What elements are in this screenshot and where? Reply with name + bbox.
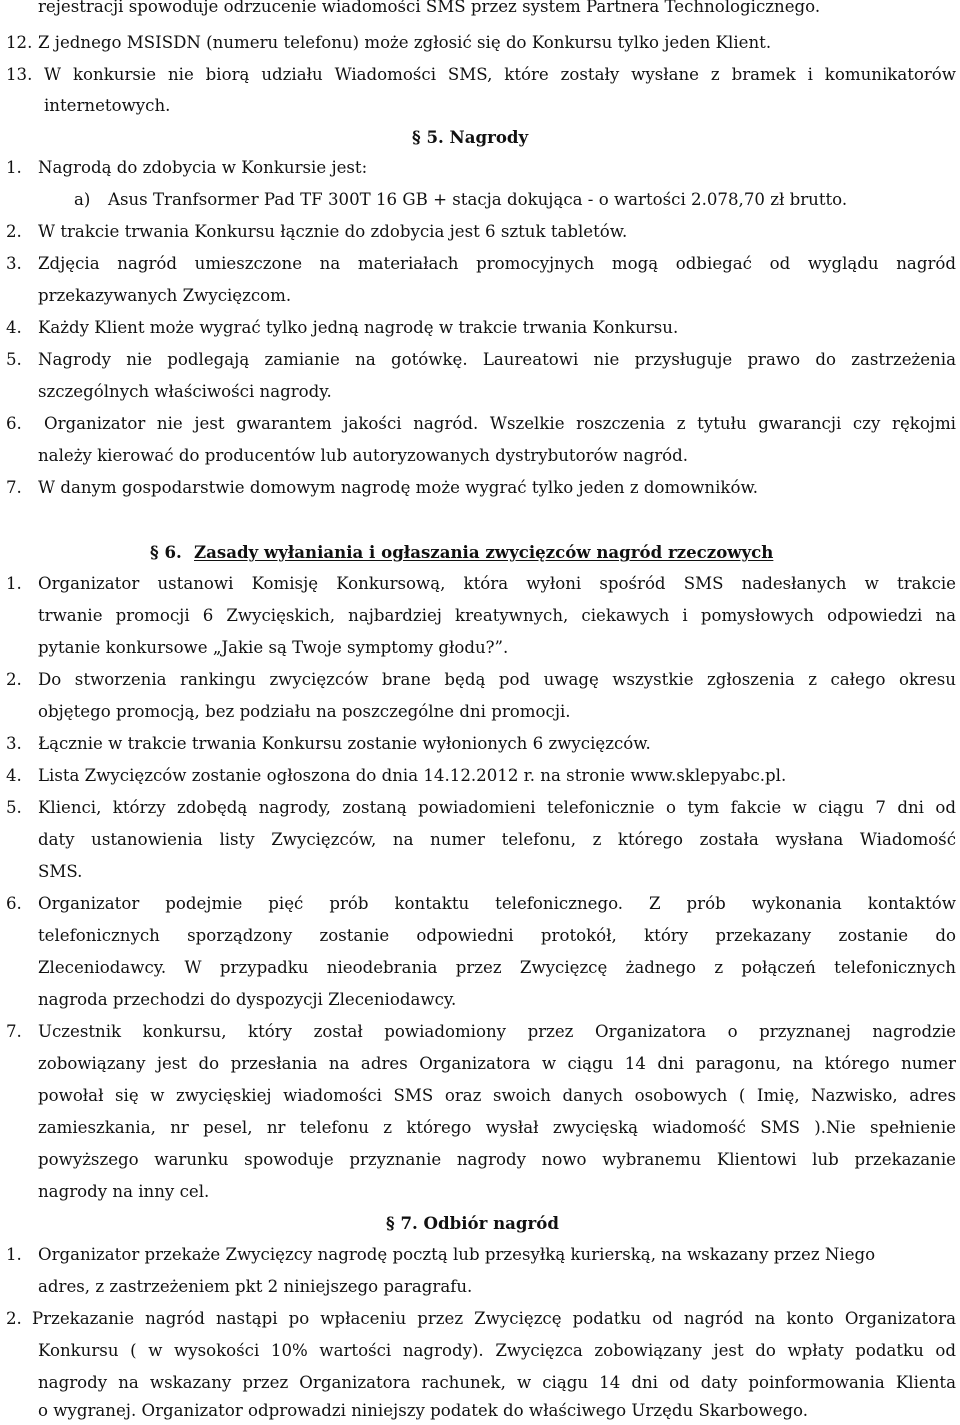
paragraph-text: powołał się w zwycięskiej wiadomości SMS oraz swoich danych osobowych ( Imię, Nazwisko, adres [38,1086,956,1105]
paragraph-text: Uczestnik konkursu, który został powiadomiony przez Organizatora o przyznanej nagrodzie [38,1022,956,1041]
paragraph-text: daty ustanowienia listy Zwycięzców, na numer telefonu, z którego została wysłana Wiadomość [38,830,956,849]
item-number: 7. [6,1022,22,1041]
text-line [38,603,956,629]
paragraph-text: przekazywanych Zwycięzcom. [38,286,292,305]
paragraph-text: telefonicznych sporządzony zostanie odpowiedni protokół, który przekazany zostanie do [38,926,956,945]
item-number: 1. [6,1245,22,1264]
paragraph-text: zobowiązany jest do przesłania na adres Organizatora w ciągu 14 dni paragonu, na którego numer [38,1054,956,1073]
item-number: 5. [6,350,22,369]
item-number: 4. [6,766,22,785]
paragraph-text: Organizator ustanowi Komisję Konkursową, która wyłoni spośród SMS nadesłanych w trakcie [38,574,956,593]
paragraph-text: W konkursie nie biorą udziału Wiadomości SMS, które zostały wysłane z bramek i komunikatorów [44,65,956,84]
paragraph-text: Nagrody nie podlegają zamianie na gotówkę. Laureatowi nie przysługuje prawo do zastrzeżenia [38,350,956,369]
paragraph-text: Lista Zwycięzców zostanie ogłoszona do dnia 14.12.2012 r. na stronie www.sklepyabc.pl. [38,766,787,785]
list-item [6,1019,956,1045]
item-number: 6. [6,414,22,433]
list-item [6,30,936,56]
text-line [38,1338,956,1364]
paragraph-text: objętego promocją, bez podziału na poszczególne dni promocji. [38,702,571,721]
paragraph-text: szczególnych właściwości nagrody. [38,382,332,401]
item-number: 3. [6,734,22,753]
list-item [6,795,956,821]
paragraph-text: Organizator nie jest gwarantem jakości nagród. Wszelkie roszczenia z tytułu gwarancji czy rękojmi [44,414,956,433]
paragraph-text: Konkursu ( w wysokości 10% wartości nagrody). Zwycięzca zobowiązany jest do wpłaty podatku od [38,1341,956,1360]
item-number: 2. [6,670,22,689]
paragraph-text: Z jednego MSISDN (numeru telefonu) może zgłosić się do Konkursu tylko jeden Klient. [38,33,772,52]
paragraph-text: SMS. [38,862,83,881]
list-item [6,1242,956,1268]
item-number: 12. [6,33,33,52]
paragraph-text: Łącznie w trakcie trwania Konkursu zostanie wyłonionych 6 zwycięzców. [38,734,651,753]
item-number: 3. [6,254,22,273]
list-item [6,347,956,373]
list-item [6,667,956,693]
item-number: 13. [6,65,33,84]
list-item [6,1306,956,1332]
list-item [6,891,956,917]
item-number: 2. [6,222,22,241]
paragraph-text: rejestracji spowoduje odrzucenie wiadomości SMS przez system Partnera Technologicznego. [38,0,821,16]
paragraph-text: Każdy Klient może wygrać tylko jedną nagrodę w trakcie trwania Konkursu. [38,318,679,337]
paragraph-text: Klienci, którzy zdobędą nagrody, zostaną powiadomieni telefonicznie o tym fakcie w ciągu 7 dni od [38,798,956,817]
paragraph-text: Asus Tranfsormer Pad TF 300T 16 GB + stacja dokująca - o wartości 2.078,70 zł brutto. [108,190,848,209]
paragraph-text: Zleceniodawcy. W przypadku nieodebrania przez Zwycięzcę żadnego z połączeń telefonicznych [38,958,956,977]
paragraph-text: Przekazanie nagród nastąpi po wpłaceniu przez Zwycięzcę podatku od nagród na konto Organizatora [32,1309,956,1328]
document-page: rejestracji spowoduje odrzucenie wiadomości SMS przez system Partnera Technologicznego. 12. Z jednego MSISDN (numeru telefonu) może zgłosić się do Konkursu tylko jeden Klient. 13. W konkursie nie biorą udziału Wiadomości SMS, które zostały wysłane z bramek i komunikatorów internetowych. § 5. Nagrody 1. Nagrodą do zdobycia w Konkursie jest: a) Asus Tranfsormer Pad TF 300T 16 GB + stacja dokująca - o wartości 2.078,70 zł brutto. 2. W trakcie trwania Konkursu łącznie do zdobycia jest 6 sztuk tabletów. 3. Zdjęcia nagród umieszczone na materiałach promocyjnych mogą odbiegać od wyglądu nagród przekazywanych Zwycięzcom. 4. Każdy Klient może wygrać tylko jedną nagrodę w trakcie trwania Konkursu. 5. Nagrody nie podlegają zamianie na gotówkę. Laureatowi nie przysługuje prawo do zastrzeżenia szczególnych właściwości nagrody. 6. Organizator nie jest gwarantem jakości nagród. Wszelkie roszczenia z tytułu gwarancji czy rękojmi należy kierować do producentów lub autoryzowanych dystrybutorów nagród. 7. W danym gospodarstwie domowym nagrodę może wygrać tylko jeden z domowników. § 6. Zasady wyłaniania i ogłaszania zwycięzców nagród rzeczowych 1. Organizator ustanowi Komisję Konkursową, która wyłoni spośród SMS nadesłanych w trakcie trwanie promocji 6 Zwycięskich, najbardziej kreatywnych, ciekawych i pomysłowych odpowiedzi na pytanie konkursowe „Jakie są Twoje symptomy głodu?”. 2. Do stworzenia rankingu zwycięzców brane będą pod uwagę wszystkie zgłoszenia z całego okresu objętego promocją, bez podziału na poszczególne dni promocji. 3. Łącznie w trakcie trwania Konkursu zostanie wyłonionych 6 zwycięzców. 4. Lista Zwycięzców zostanie ogłoszona do dnia 14.12.2012 r. na stronie www.sklepyabc.pl. 5. Klienci, którzy zdobędą nagrody, zostaną powiadomieni telefonicznie o tym fakcie w ciągu 7 dni od daty ustanowienia listy Zwycięzców, na numer telefonu, z którego została wysłana Wiadomość SMS. 6. Organizator podejmie pięć prób kontaktu telefonicznego. Z prób wykonania kontaktów telefonicznych sporządzony zostanie odpowiedni protokół, który przekazany zostanie do Zleceniodawcy. W przypadku nieodebrania przez Zwycięzcę żadnego z połączeń telefonicznych nagroda przechodzi do dyspozycji Zleceniodawcy. 7. Uczestnik konkursu, który został powiadomiony przez Organizatora o przyznanej nagrodzie zobowiązany jest do przesłania na adres Organizatora w ciągu 14 dni paragonu, na którego numer powołał się w zwycięskiej wiadomości SMS oraz swoich danych osobowych ( Imię, Nazwisko, adres zamieszkania, nr pesel, nr telefonu z którego wysłał zwycięską wiadomość SMS ).Nie spełnienie powyższego warunku spowoduje przyznanie nagrody nowo wybranemu Klientowi lub przekazanie nagrody na inny cel. § 7. Odbiór nagród 1. Organizator przekaże Zwycięzcy nagrodę pocztą lub przesyłką kurierską, na wskazany przez Niego adres, z zastrzeżeniem pkt 2 niniejszego paragrafu. 2. Przekazanie nagród nastąpi po wpłaceniu przez Zwycięzcę podatku od nagród na konto Organizatora Konkursu ( w wysokości 10% wartości nagrody). Zwycięzca zobowiązany jest do wpłaty podatku od nagrody na wskazany przez Organizatora rachunek, w ciągu 14 dni od daty poinformowania Klienta o wygranej. Organizator odprowadzi niniejszy podatek do właściwego Urzędu Skarbowego. [0,0,960,1425]
paragraph-text: trwanie promocji 6 Zwycięskich, najbardziej kreatywnych, ciekawych i pomysłowych odpowiedzi na [38,606,956,625]
paragraph-text: Nagrodą do zdobycia w Konkursie jest: [38,158,368,177]
paragraph-text: zamieszkania, nr pesel, nr telefonu z którego wysłał zwycięską wiadomość SMS ).Nie spełnienie [38,1118,956,1137]
paragraph-text: o wygranej. Organizator odprowadzi niniejszy podatek do właściwego Urzędu Skarbowego. [38,1401,808,1420]
text-line [38,1370,956,1396]
paragraph-text: nagrody na inny cel. [38,1182,210,1201]
paragraph-text: internetowych. [44,96,171,115]
list-item [6,571,956,597]
paragraph-text: pytanie konkursowe „Jakie są Twoje symptomy głodu?”. [38,638,509,657]
list-item [6,411,956,437]
item-number: 5. [6,798,22,817]
item-number: 4. [6,318,22,337]
text-line [38,1083,956,1109]
paragraph-text: powyższego warunku spowoduje przyznanie nagrody nowo wybranemu Klientowi lub przekazanie [38,1150,956,1169]
paragraph-text: nagroda przechodzi do dyspozycji Zleceniodawcy. [38,990,457,1009]
paragraph-text: W trakcie trwania Konkursu łącznie do zdobycia jest 6 sztuk tabletów. [38,222,628,241]
text-line [38,1051,956,1077]
paragraph-text: W danym gospodarstwie domowym nagrodę może wygrać tylko jeden z domowników. [38,478,758,497]
paragraph-text: Organizator podejmie pięć prób kontaktu telefonicznego. Z prób wykonania kontaktów [38,894,956,913]
item-number: 2. [6,1309,22,1328]
paragraph-text: należy kierować do producentów lub autoryzowanych dystrybutorów nagród. [38,446,689,465]
item-number: 6. [6,894,22,913]
item-number: a) [74,190,91,209]
text-line [38,1147,956,1173]
item-number: 1. [6,158,22,177]
item-number: 1. [6,574,22,593]
text-line [38,1115,956,1141]
item-number: 7. [6,478,22,497]
list-item [6,251,956,277]
paragraph-text: Do stworzenia rankingu zwycięzców brane będą pod uwagę wszystkie zgłoszenia z całego okresu [38,670,956,689]
paragraph-text: adres, z zastrzeżeniem pkt 2 niniejszego paragrafu. [38,1277,473,1296]
text-line [38,923,956,949]
paragraph-text: Zdjęcia nagród umieszczone na materiałach promocyjnych mogą odbiegać od wyglądu nagród [38,254,956,273]
paragraph-text: nagrody na wskazany przez Organizatora rachunek, w ciągu 14 dni od daty poinformowania Klienta [38,1373,956,1392]
list-item [6,62,956,88]
text-line [38,827,956,853]
paragraph-text: Organizator przekaże Zwycięzcy nagrodę pocztą lub przesyłką kurierską, na wskazany przez Niego [38,1245,876,1264]
text-line [38,955,956,981]
